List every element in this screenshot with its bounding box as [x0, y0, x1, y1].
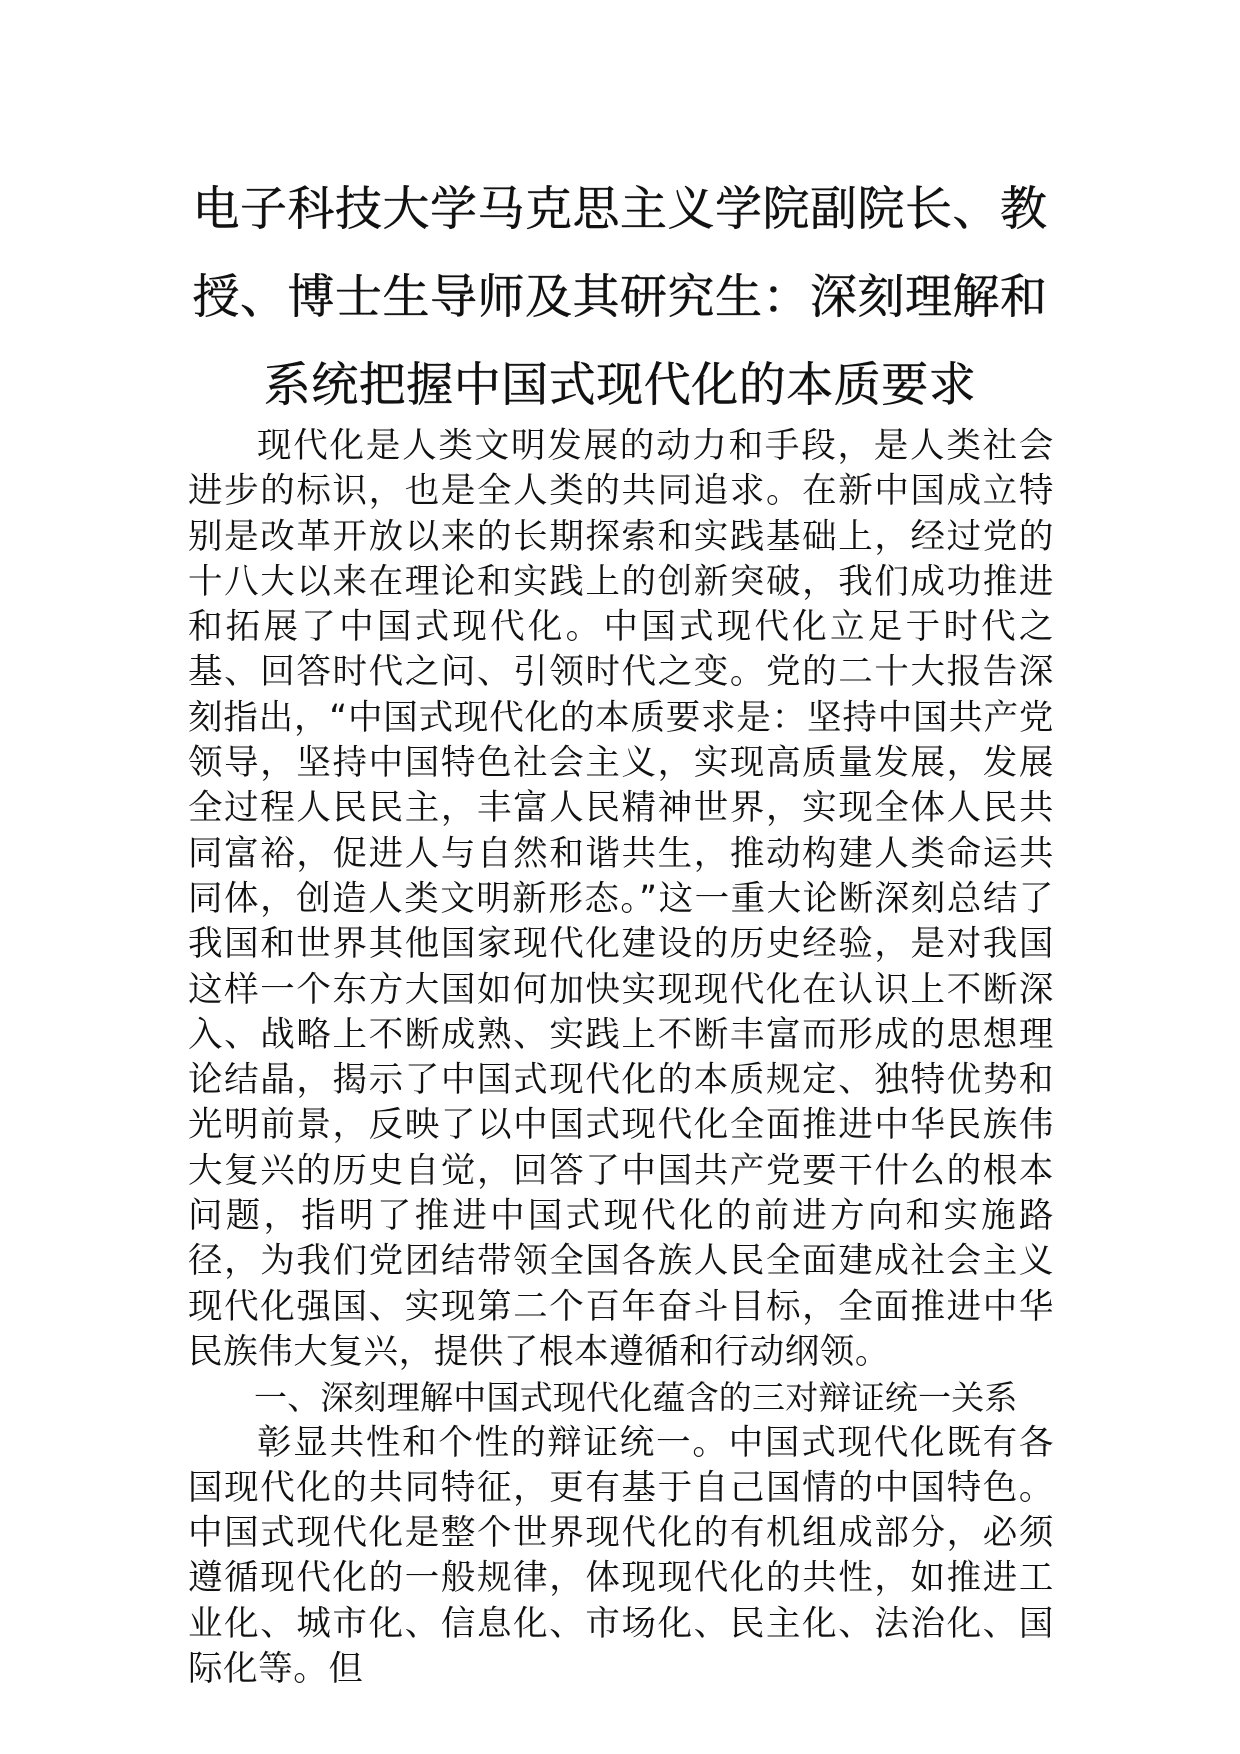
intro-paragraph: 现代化是人类文明发展的动力和手段，是人类社会进步的标识，也是全人类的共同追求。在新中国成立特别是改革开放以来的长期探索和实践基础上，经过党的十八大以来在理论和实践上的创新突破，我们成功推进和拓展了中国式现代化。中国式现代化立足于时代之基、回答时代之问、引领时代之变。党的二十大报告深刻指出，“中国式现代化的本质要求是：坚持中国共产党领导，坚持中国特色社会主义，实现高质量发展，发展全过程人民民主，丰富人民精神世界，实现全体人民共同富裕，促进人与自然和谐共生，推动构建人类命运共同体，创造人类文明新形态。”这一重大论断深刻总结了我国和世界其他国家现代化建设的历史经验，是对我国这样一个东方大国如何加快实现现代化在认识上不断深入、战略上不断成熟、实践上不断丰富而形成的思想理论结晶，揭示了中国式现代化的本质规定、独特优势和光明前景，反映了以中国式现代化全面推进中华民族伟大复兴的历史自觉，回答了中国共产党要干什么的根本问题，指明了推进中国式现代化的前进方向和实施路径，为我们党团结带领全国各族人民全面建成社会主义现代化强国、实现第二个百年奋斗目标，全面推进中华民族伟大复兴，提供了根本遵循和行动纲领。 — [188, 426, 1054, 1372]
section-paragraph: 彰显共性和个性的辩证统一。中国式现代化既有各国现代化的共同特征，更有基于自己国情的中国特色。中国式现代化是整个世界现代化的有机组成部分，必须遵循现代化的一般规律，体现现代化的共性，如推进工业化、城市化、信息化、市场化、民主化、法治化、国际化等。但 — [188, 1422, 1054, 1690]
section-heading: 一、深刻理解中国式现代化蕴含的三对辩证统一关系 — [254, 1378, 1018, 1418]
document-title: 电子科技大学马克思主义学院副院长、教授、博士生导师及其研究生：深刻理解和系统把握中国式现代化的本质要求 — [192, 182, 1048, 413]
document-body — [188, 424, 1054, 1692]
